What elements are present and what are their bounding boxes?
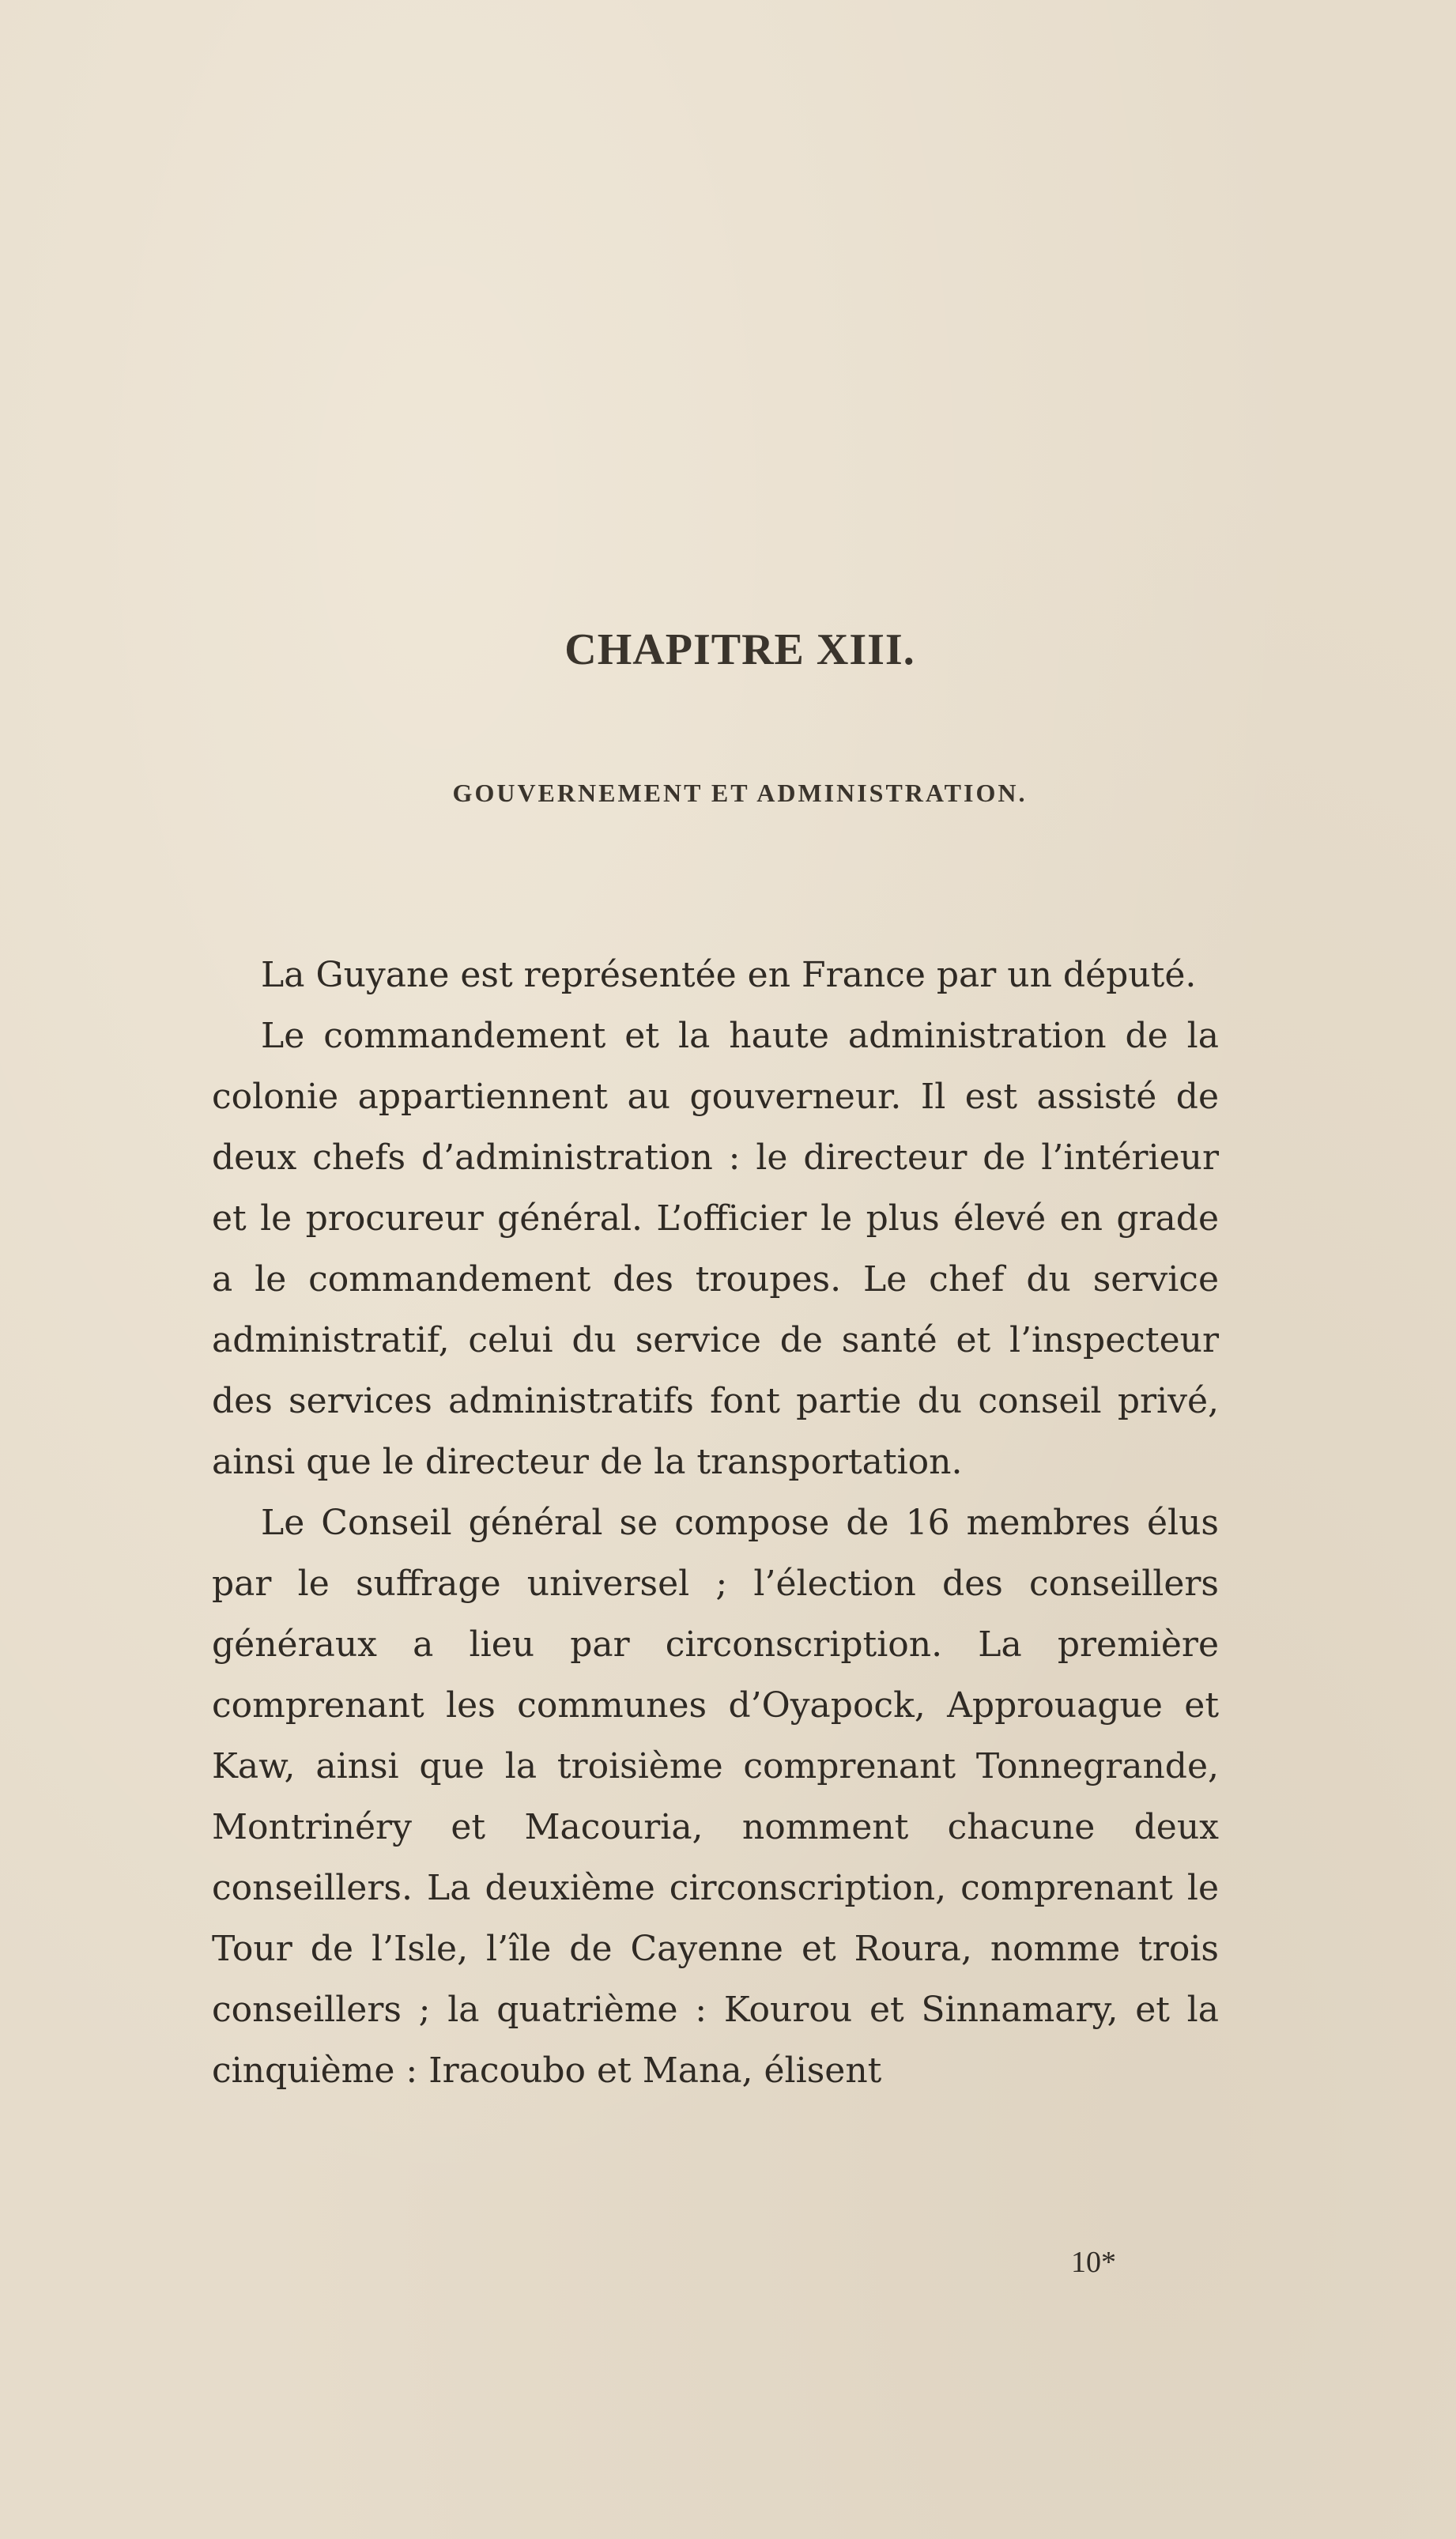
paragraph-2: Le commandement et la haute administration de la colonie appartiennent au gouverneur. Il est assisté de deux chefs d’administration : le directeur de l’intérieur et le procureur général. L’officier le plus élevé en grade a le commandement des troupes. Le chef du service administratif, celui du service de santé et l’inspecteur des services administratifs font partie du conseil privé, ainsi que le directeur de la transportation. [212, 1016, 1219, 1482]
paragraph-1: La Guyane est représentée en France par un député. [261, 955, 1197, 995]
paragraph-3: Le Conseil général se compose de 16 membres élus par le suffrage universel ; l’élection des conseillers généraux a lieu par circonscription. La première comprenant les communes d’Oyapock, Approuague et Kaw, ainsi que la troisième comprenant Tonnegrande, Montrinéry et Macouria, nomment chacune deux conseillers. La deuxième circonscription, comprenant le Tour de l’Isle, l’île de Cayenne et Roura, nomme trois conseillers ; la quatrième : Kourou et Sinnamary, et la cinquième : Iracoubo et Mana, élisent [212, 1503, 1219, 2091]
body-text [212, 945, 1219, 2101]
chapter-title: CHAPITRE XIII. [564, 625, 915, 674]
chapter-subtitle: GOUVERNEMENT ET ADMINISTRATION. [452, 779, 1028, 807]
page-number: 10* [1071, 2246, 1116, 2279]
